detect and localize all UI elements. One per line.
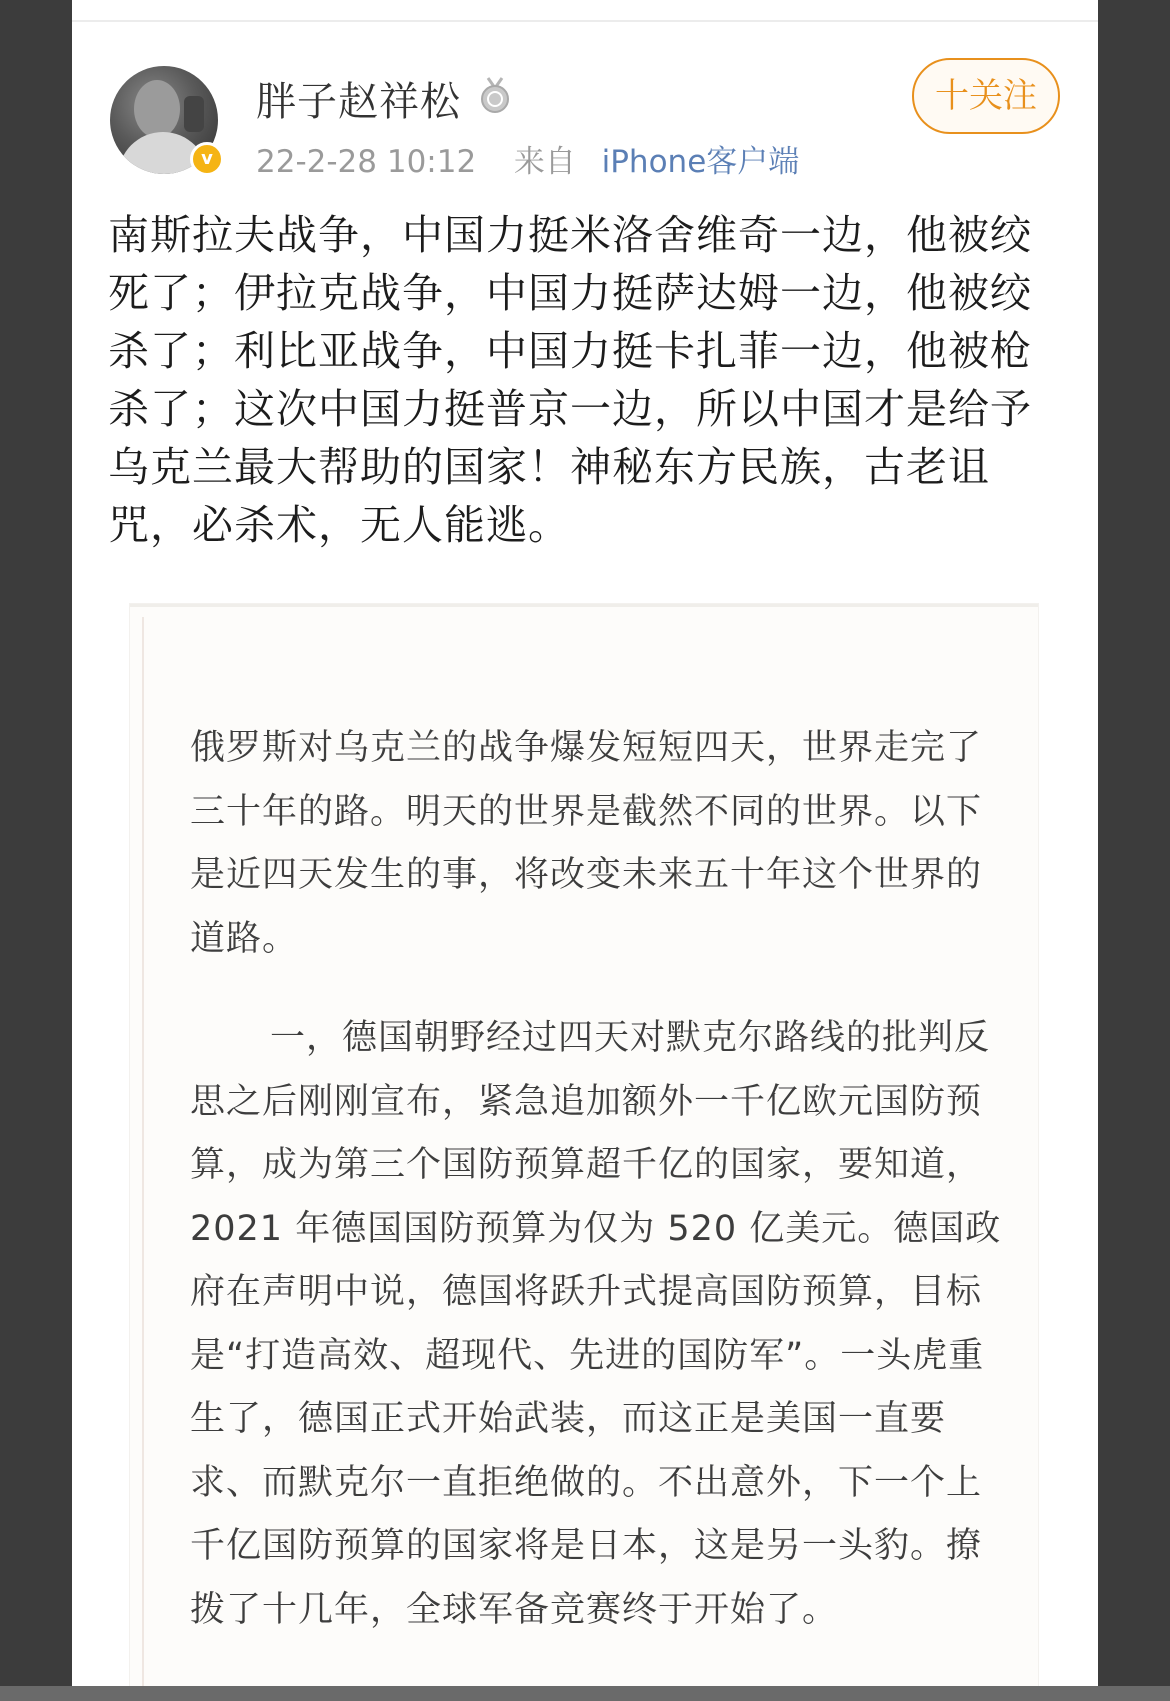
post-text: 南斯拉夫战争，中国力挺米洛舍维奇一边，他被绞死了；伊拉克战争，中国力挺萨达姆一边，他被绞杀了；利比亚战争，中国力挺卡扎菲一边，他被枪杀了；这次中国力挺普京一边，所以中国才是给予乌克兰最大帮助的国家！神秘东方民族，古老诅咒，必杀术，无人能逃。 (108, 211, 1032, 549)
author-name[interactable]: 胖子赵祥松 (256, 79, 461, 125)
verified-v-icon: v (190, 142, 224, 176)
source-prefix: 来自 (513, 144, 576, 180)
timestamp: 22-2-28 10:12 (256, 144, 477, 180)
medal-icon[interactable] (478, 76, 512, 114)
weibo-post-card (72, 0, 1098, 1701)
image-paragraph-1: 俄罗斯对乌克兰的战争爆发短短四天，世界走完了三十年的路。明天的世界是截然不同的世界。以下是近四天发生的事，将改变未来五十年这个世界的道路。 (190, 728, 983, 959)
bottom-bar (0, 1686, 1170, 1701)
divider (72, 20, 1098, 22)
follow-button[interactable]: 十关注 (912, 58, 1060, 134)
source-link[interactable]: iPhone客户端 (601, 144, 800, 180)
image-paragraph-2: 一，德国朝野经过四天对默克尔路线的批判反思之后刚刚宣布，紧急追加额外一千亿欧元国防预算，成为第三个国防预算超千亿的国家，要知道，2021 年德国国防预算为仅为 520 亿美元。德国政府在声明中说，德国将跃升式提高国防预算，目标是“打造高效、超现代、先进的国防军”。一头虎重生了，德国正式开始武装，而这正是美国一直要求、而默克尔一直拒绝做的。不出意外，下一个上千亿国防预算的国家将是日本，这是另一头豹。撩拨了十几年，全球军备竞赛终于开始了。 (190, 1018, 1002, 1630)
post-meta (256, 136, 799, 181)
post-image[interactable] (130, 604, 1038, 1701)
